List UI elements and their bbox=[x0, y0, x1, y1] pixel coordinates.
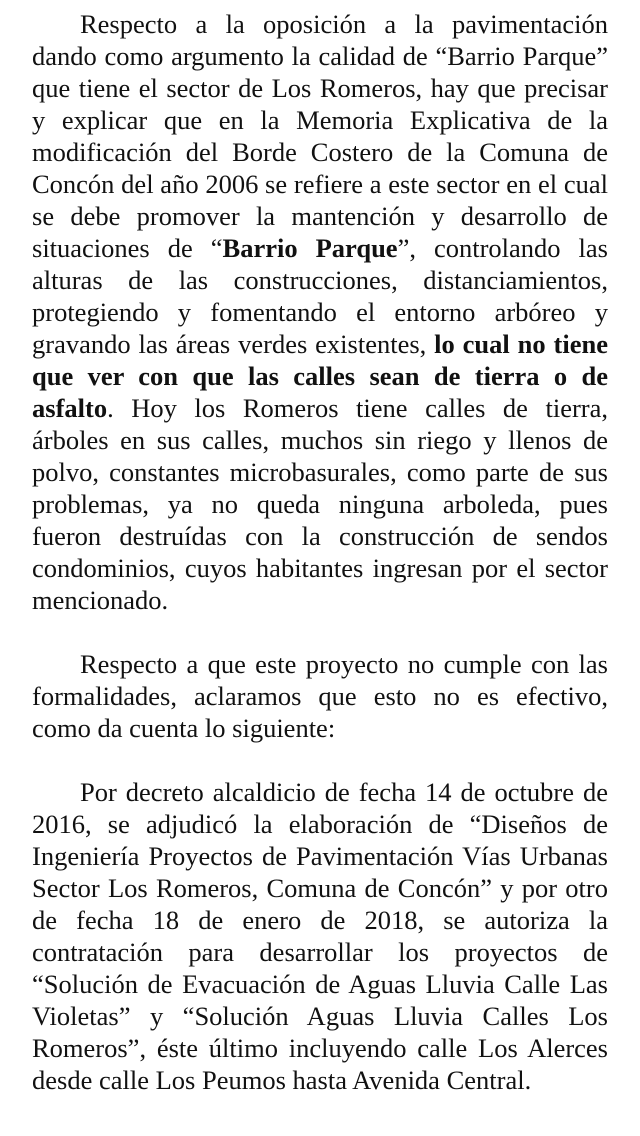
text-segment: . Hoy los Romeros tiene calles de tierra, árboles en sus calles, muchos sin riego y llenos de polvo, constantes microbasurales, como parte de sus problemas, ya no queda ninguna arboleda, pues fueron destruídas con la construcción de sendos condominios, cuyos habitantes ingresan por el sector mencionado. bbox=[32, 393, 608, 615]
bold-text-segment: lo cual no tiene que ver con que las calles sean de tierra o de asfalto bbox=[32, 329, 608, 423]
text-segment: Respecto a que este proyecto no cumple con las formalidades, aclaramos que esto no es efectivo, como da cuenta lo siguiente: bbox=[32, 649, 608, 743]
text-segment: ”, controlando las alturas de las construcciones, distanciamientos, protegiendo y fomentando el entorno arbóreo y gravando las áreas verdes existentes, bbox=[32, 233, 608, 359]
paragraph-barrio-parque bbox=[32, 8, 608, 616]
bold-text-segment: Barrio Parque bbox=[222, 233, 398, 263]
paragraph-formalidades bbox=[32, 648, 608, 744]
paragraph-decreto bbox=[32, 776, 608, 1096]
text-segment: Respecto a la oposición a la pavimentación dando como argumento la calidad de “Barrio Parque” que tiene el sector de Los Romeros, hay que precisar y explicar que en la Memoria Explicativa de la modificación del Borde Costero de la Comuna de Concón del año 2006 se refiere a este sector en el cual se debe promover la mantención y desarrollo de situaciones de “ bbox=[32, 9, 608, 263]
text-segment: Por decreto alcaldicio de fecha 14 de octubre de 2016, se adjudicó la elaboración de “Diseños de Ingeniería Proyectos de Pavimentación Vías Urbanas Sector Los Romeros, Comuna de Concón” y por otro de fecha 18 de enero de 2018, se autoriza la contratación para desarrollar los proyectos de “Solución de Evacuación de Aguas Lluvia Calle Las Violetas” y “Solución Aguas Lluvia Calles Los Romeros”, éste último incluyendo calle Los Alerces desde calle Los Peumos hasta Avenida Central. bbox=[32, 777, 608, 1095]
document-page bbox=[32, 8, 608, 1096]
